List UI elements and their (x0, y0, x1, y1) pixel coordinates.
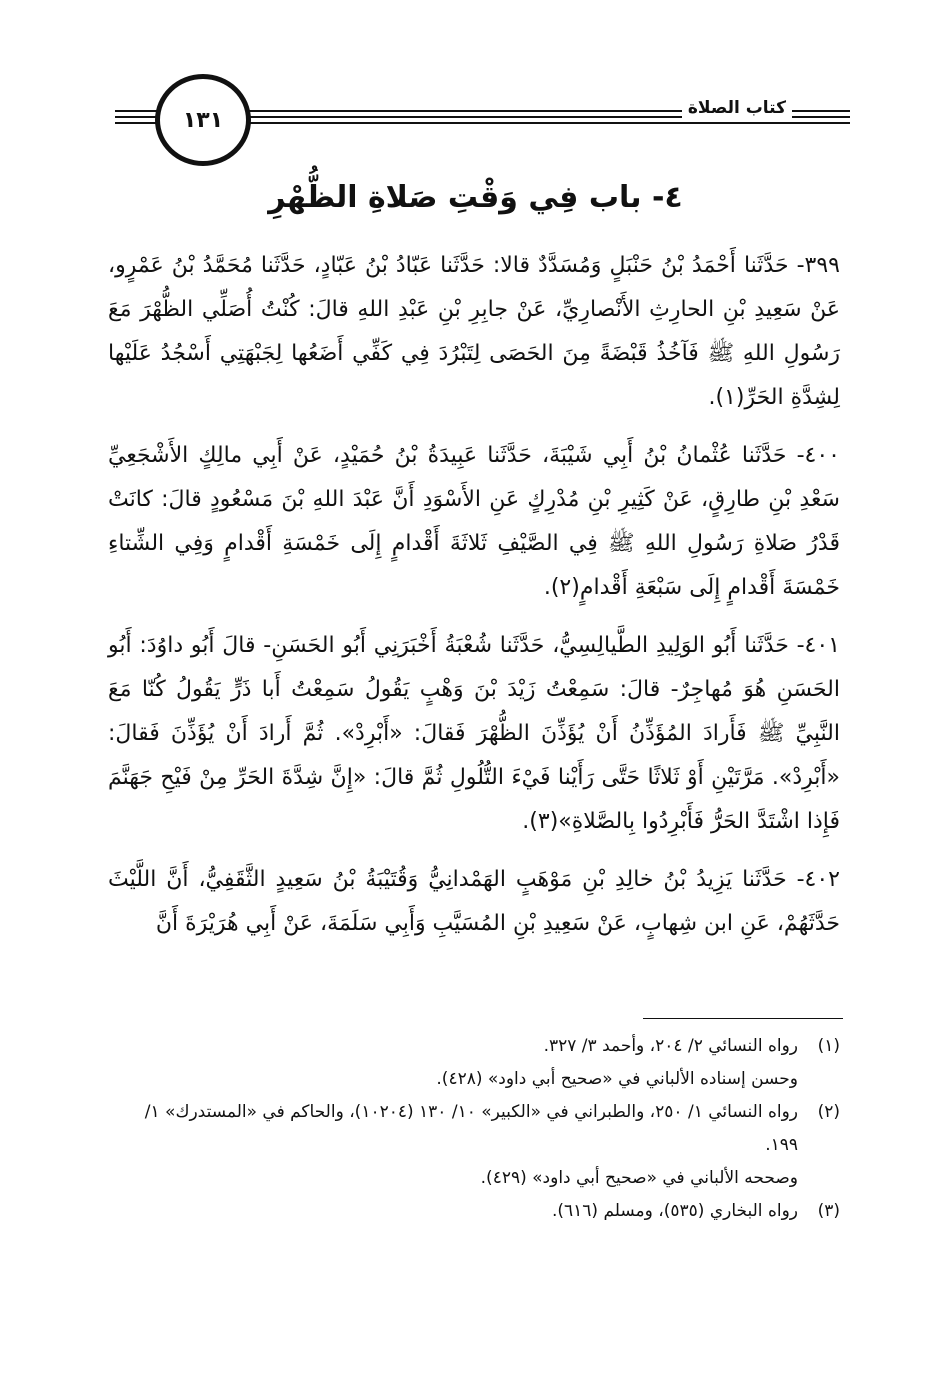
footnote-item (108, 1096, 840, 1162)
hadith-paragraph: ٤٠٠- حَدَّثَنا عُثْمانُ بْنُ أَبِي شَيْبَةَ، حَدَّثَنا عَبِيدَةُ بْنُ حُمَيْدٍ، عَنْ أَبِي مالِكٍ الأَشْجَعِيِّ سَعْدِ بْنِ طارِقٍ، عَنْ كَثِيرِ بْنِ مُدْرِكٍ عَنِ الأَسْوَدِ أَنَّ عَبْدَ اللهِ بْنَ مَسْعُودٍ قالَ: كانَتْ قَدْرُ صَلاةِ رَسُولِ اللهِ ﷺ فِي الصَّيْفِ ثَلاثَةَ أَقْدامٍ إِلَى خَمْسَةِ أَقْدامٍ وَفِي الشِّتاءِ خَمْسَةَ أَقْدامٍ إِلَى سَبْعَةِ أَقْدامٍ(٢). (108, 443, 840, 600)
footnote-item (108, 1195, 840, 1228)
page-number: ١٣١ (182, 107, 224, 133)
book-title: كتاب الصلاة (682, 98, 792, 118)
page-number-circle (155, 74, 251, 166)
main-text (108, 244, 840, 960)
hadith-paragraph: ٤٠٢- حَدَّثَنا يَزِيدُ بْنُ خالِدِ بْنِ مَوْهَبٍ الهَمْدانِيُّ وَقُتَيْبَةُ بْنُ سَعِيدٍ الثَّقَفِيُّ، أَنَّ اللَّيْثَ حَدَّثَهُمْ، عَنِ ابن شِهابٍ، عَنْ سَعِيدِ بْنِ المُسَيَّبِ وَأَبِي سَلَمَةَ، عَنْ أَبِي هُرَيْرَةَ أَنَّ (108, 867, 840, 936)
hadith-paragraph: ٣٩٩- حَدَّثَنا أَحْمَدُ بْنُ حَنْبَلٍ وَمُسَدَّدٌ قالا: حَدَّثَنا عَبّادُ بْنُ عَبّادٍ، حَدَّثَنا مُحَمَّدُ بْنُ عَمْرٍو، عَنْ سَعِيدِ بْنِ الحارِثِ الأَنْصارِيِّ، عَنْ جابِرِ بْنِ عَبْدِ اللهِ قالَ: كُنْتُ أُصَلِّي الظُّهْرَ مَعَ رَسُولِ اللهِ ﷺ فَآخُذُ قَبْضَةً مِنَ الحَصَى لِتَبْرُدَ فِي كَفِّي أَضَعُها لِجَبْهَتِي أَسْجُدُ عَلَيْها لِشِدَّةِ الحَرِّ(١). (108, 253, 840, 410)
footnote-separator (643, 1018, 843, 1019)
footnote-continuation: وصححه الألباني في «صحيح أبي داود» (٤٢٩). (480, 1168, 798, 1188)
chapter-title: ٤- باب فِي وَقْتِ صَلاةِ الظُّهْرِ (268, 180, 683, 215)
page-header (115, 70, 850, 170)
footnote-number: (٣) (817, 1201, 840, 1221)
hadith-paragraph: ٤٠١- حَدَّثَنا أَبُو الوَلِيدِ الطَّيالِسِيُّ، حَدَّثَنا شُعْبَةُ أَخْبَرَنِي أَبُو الحَسَنِ- قالَ أَبُو داوُدَ: أَبُو الحَسَنِ هُوَ مُهاجِرٌ- قالَ: سَمِعْتُ زَيْدَ بْنَ وَهْبٍ يَقُولُ سَمِعْتُ أَبا ذَرٍّ يَقُولُ كُنّا مَعَ النَّبِيِّ ﷺ فَأَرادَ المُؤَذِّنُ أَنْ يُؤَذِّنَ الظُّهْرَ فَقالَ: «أَبْرِدْ». ثُمَّ أَرادَ أَنْ يُؤَذِّنَ فَقالَ: «أَبْرِدْ». مَرَّتَيْنِ أَوْ ثَلاثًا حَتَّى رَأَيْنا فَيْءَ التُّلُولِ ثُمَّ قالَ: «إِنَّ شِدَّةَ الحَرِّ مِنْ فَيْحِ جَهَنَّمَ فَإِذا اشْتَدَّ الحَرُّ فَأَبْرِدُوا بِالصَّلاةِ»(٣). (108, 633, 840, 834)
footnote-item (108, 1030, 840, 1063)
footnotes (108, 1030, 840, 1228)
footnote-number: (٢) (817, 1102, 840, 1122)
footnote-text: رواه النسائي ٢/ ٢٠٤، وأحمد ٣/ ٣٢٧. (543, 1036, 798, 1056)
footnote-continuation: وحسن إسناده الألباني في «صحيح أبي داود» (٤٢٨). (436, 1069, 798, 1089)
footnote-text: رواه البخاري (٥٣٥)، ومسلم (٦١٦). (551, 1201, 798, 1221)
footnote-text: رواه النسائي ١/ ٢٥٠، والطبراني في «الكبير» ١٠/ ١٣٠ (١٠٢٠٤)، والحاكم في «المستدرك» ١/ ١٩٩. (144, 1102, 798, 1155)
footnote-number: (١) (817, 1036, 840, 1056)
